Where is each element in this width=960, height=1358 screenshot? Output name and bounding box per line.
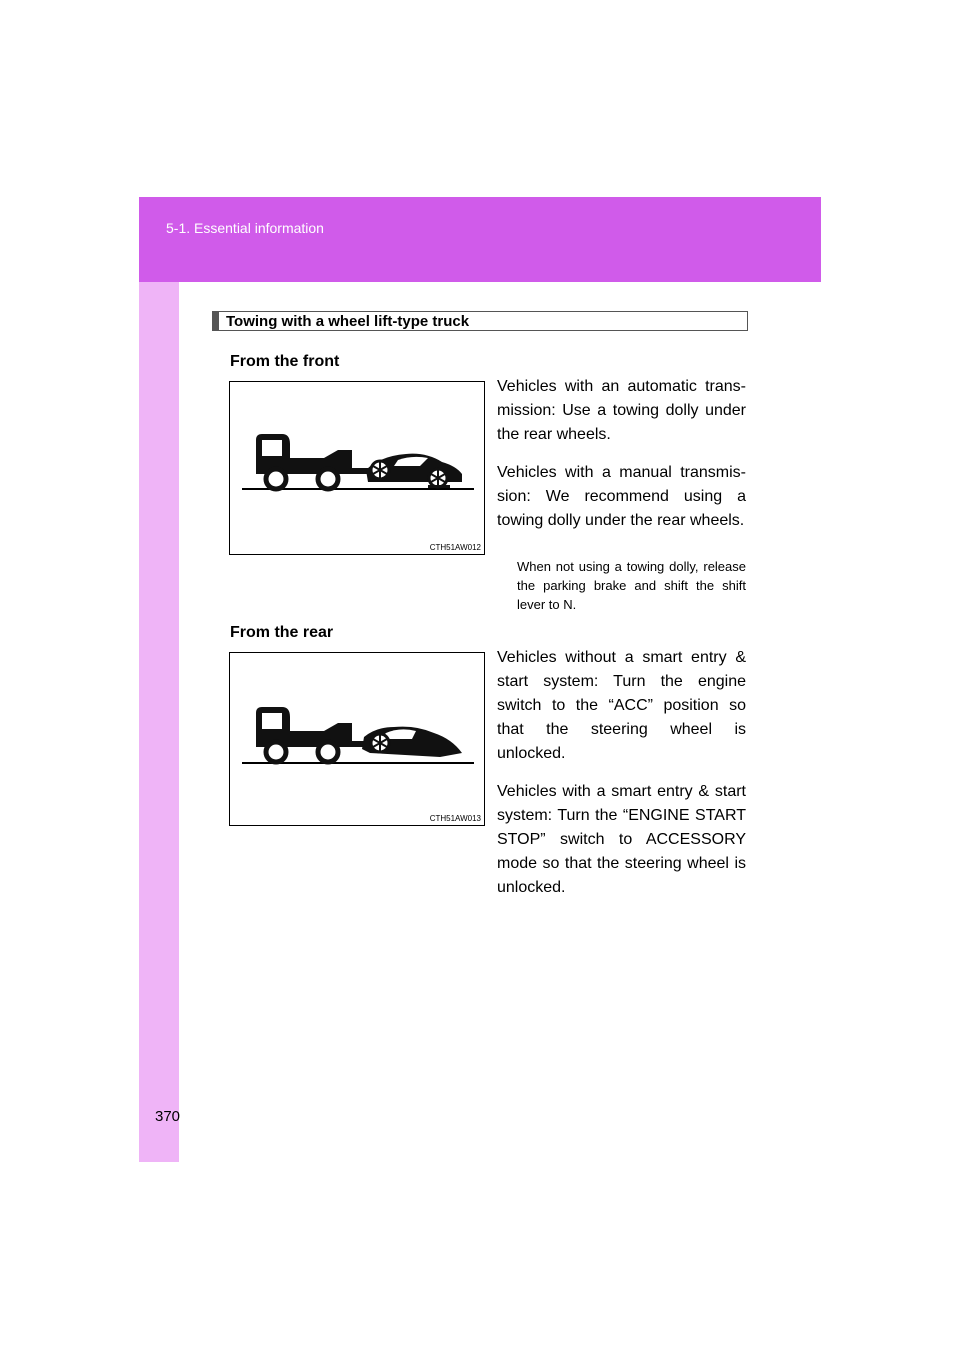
rear-figure-code: CTH51AW013 xyxy=(429,814,481,823)
rear-paragraph-2: Vehicles with a smart entry & start system: Turn the “ENGINE START STOP” switch to ACCESSORY mode so that the steering wheel is unlocked. xyxy=(497,783,746,896)
rear-heading: From the rear xyxy=(230,624,334,641)
side-band xyxy=(139,197,179,1162)
front-tow-illustration xyxy=(230,382,484,554)
rear-body xyxy=(497,646,746,914)
front-paragraph-2: Vehicles with a manual transmis-sion: We recommend using a towing dolly under the rear wheels. xyxy=(497,464,746,529)
rear-tow-illustration xyxy=(230,653,484,825)
subhead-marker xyxy=(213,312,219,330)
front-note: When not using a towing dolly, release the parking brake and shift the shift lever to N. xyxy=(517,559,746,612)
front-figure xyxy=(229,381,485,555)
page-number: 370 xyxy=(155,1108,181,1125)
front-figure-code: CTH51AW012 xyxy=(429,543,481,552)
front-heading: From the front xyxy=(230,353,340,370)
section-title: 5-1. Essential information xyxy=(166,220,324,236)
rear-paragraph-1: Vehicles without a smart entry & start system: Turn the engine switch to the “ACC” position so that the steering wheel is unlocked. xyxy=(497,649,746,762)
header-band xyxy=(139,197,821,282)
rear-figure xyxy=(229,652,485,826)
front-body xyxy=(497,375,746,547)
subhead-title: Towing with a wheel lift-type truck xyxy=(226,313,470,330)
subhead-box xyxy=(212,311,748,331)
front-paragraph-1: Vehicles with an automatic trans-mission: Use a towing dolly under the rear wheels. xyxy=(497,378,746,443)
